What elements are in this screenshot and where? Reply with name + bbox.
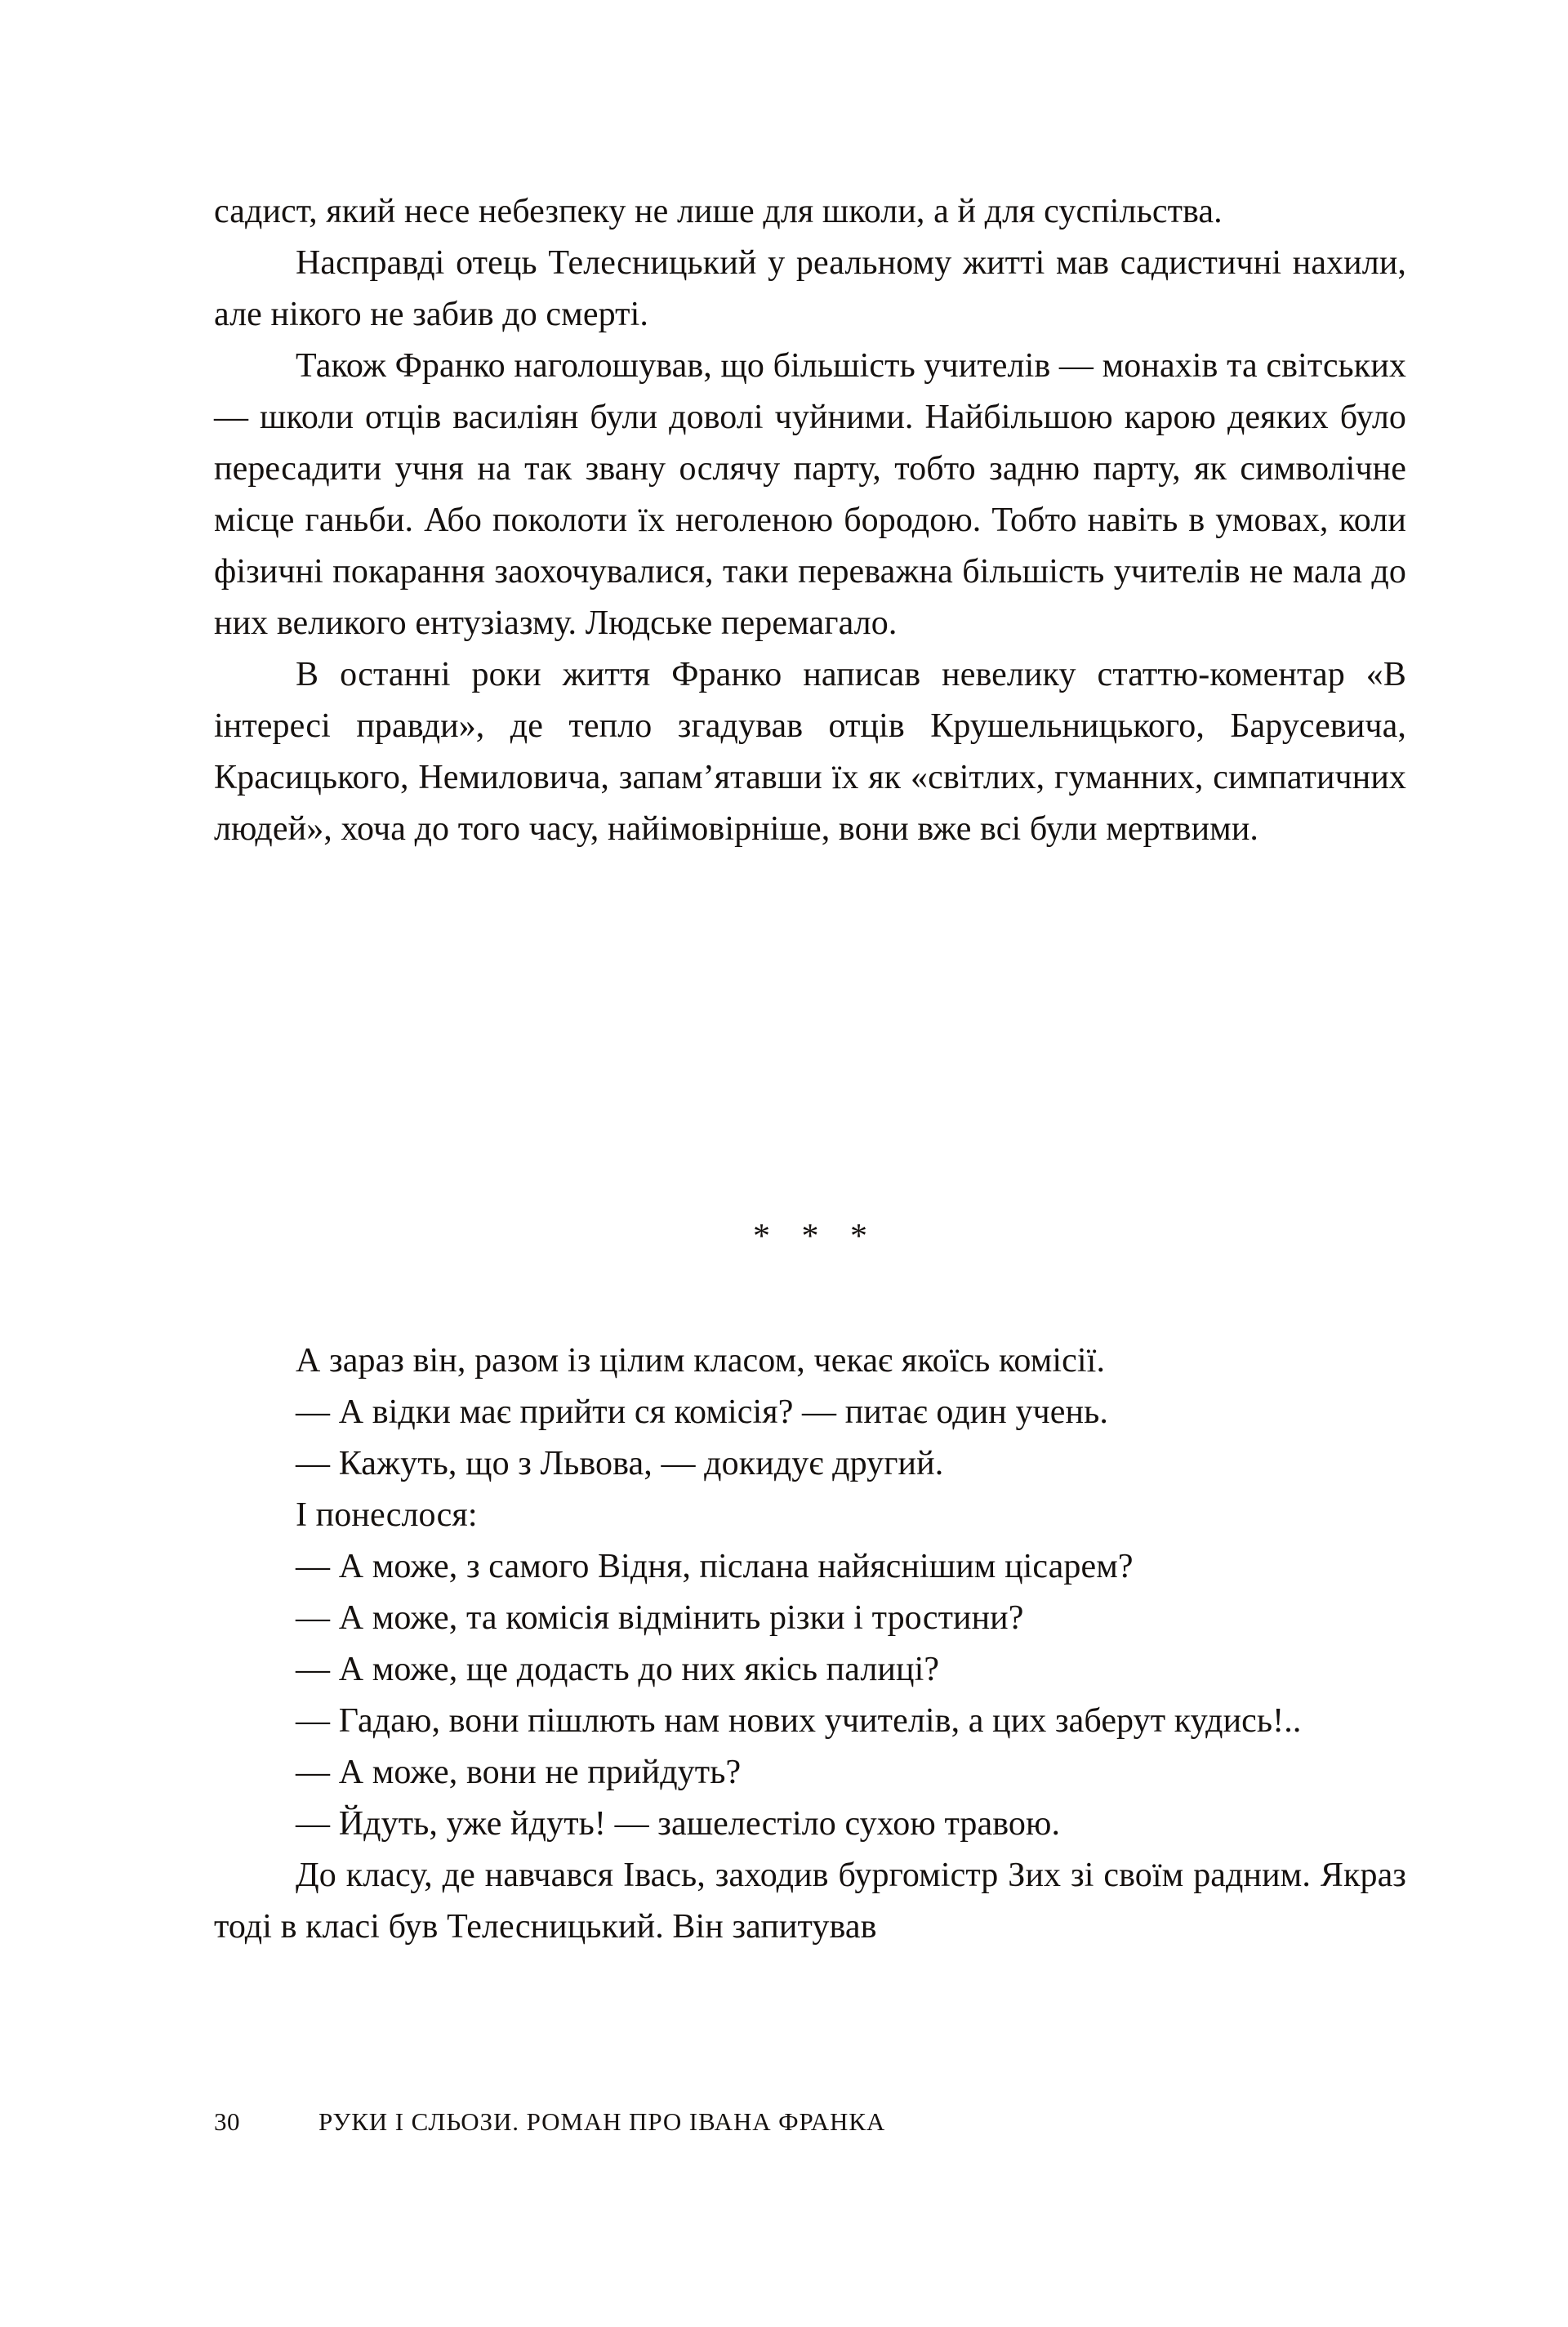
dialogue-line-question-where: — А відки має прийти ся комісія? — питає один учень. (296, 1393, 1108, 1431)
paragraph-article: В останні роки життя Франко написав невелику статтю-коментар «В інтересі правди», де тепло згадував отців Крушельницького, Барусевича, Красицького, Немиловича, запам’ятавши їх як «світлих, гуманних, симпатичних людей», хоча до того часу, найімовірніше, вони вже всі були мертвими. (214, 656, 1406, 848)
running-title: РУКИ І СЛЬОЗИ. РОМАН ПРО ІВАНА ФРАНКА (318, 2107, 886, 2136)
dialogue-block (214, 1335, 1406, 1953)
paragraph-burgomaster: До класу, де навчався Івась, заходив бургомістр Зих зі своїм радним. Якраз тоді в класі був Телесницький. Він запитував (214, 1857, 1406, 1946)
dialogue-line-from-vienna: — А може, з самого Відня, післана найяснішим цісарем? (296, 1548, 1134, 1585)
dialogue-line-waiting: А зараз він, разом із цілим класом, чекає якоїсь комісії. (296, 1342, 1106, 1380)
paragraph-franko-teachers: Також Франко наголошував, що більшість учителів — монахів та світських — школи отців василіян були доволі чуйними. Найбільшою карою деяких було пересадити учня на так звану ослячу парту, тобто задню парту, як символічне місце ганьби. Або поколоти їх неголеною бородою. Тобто навіть в умовах, коли фізичні покарання заохочувалися, таки переважна більшість учителів не мала до них великого ентузіазму. Людське перемагало. (214, 347, 1406, 642)
section-separator: * * * (753, 1218, 879, 1255)
page-number: 30 (214, 2107, 240, 2136)
paragraph-telesnytsky: Насправді отець Телесницький у реальному житті мав садистичні нахили, але нікого не забив до смерті. (214, 244, 1406, 333)
dialogue-line-from-lviv: — Кажуть, що з Львова, — докидує другий. (296, 1445, 944, 1482)
dialogue-line-and-it-began: І понеслося: (296, 1496, 478, 1534)
page-footer (214, 2106, 1406, 2138)
paragraph-continuation: садист, який несе небезпеку не лише для школи, а й для суспільства. (214, 193, 1223, 230)
dialogue-line-add-sticks: — А може, ще додасть до них якісь палиці? (296, 1651, 940, 1688)
main-text-block (214, 186, 1406, 855)
dialogue-line-cancel-rods: — А може, та комісія відмінить різки і тростини? (296, 1599, 1024, 1637)
dialogue-line-they-are-coming: — Йдуть, уже йдуть! — зашелестіло сухою травою. (296, 1805, 1061, 1843)
dialogue-line-new-teachers: — Гадаю, вони пішлють нам нових учителів, а цих заберут кудись!.. (296, 1702, 1302, 1740)
dialogue-line-maybe-not-come: — А може, вони не прийдуть? (296, 1754, 742, 1791)
